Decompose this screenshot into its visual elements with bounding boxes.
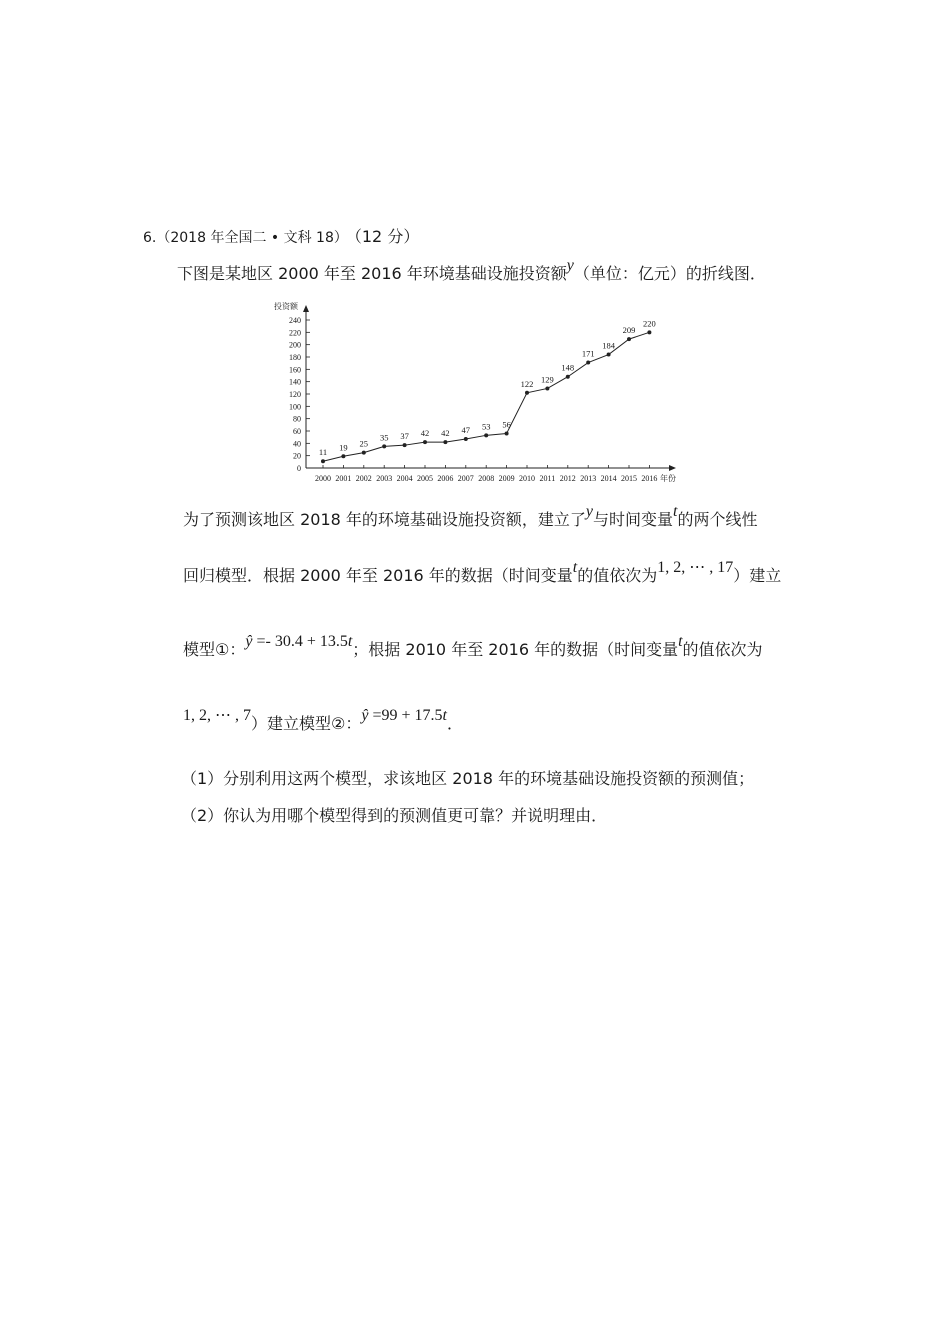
para-text: ；根据 2010 年至 2016 年的数据（时间变量 [352,640,679,659]
var-t: t [572,559,578,576]
data-label: 171 [581,348,595,359]
data-label: 19 [339,442,348,453]
para-line-1 [183,503,758,531]
x-tick-label: 2004 [396,474,413,483]
data-point [607,353,611,357]
data-point [362,451,366,455]
question-header [143,227,419,248]
var-t: t [442,707,447,724]
para-text: 回归模型．根据 2000 年至 2016 年的数据（时间变量 [183,566,573,585]
y-tick-label: 40 [293,439,301,449]
x-tick-label: 2016 [641,474,658,483]
x-tick-label: 2013 [580,474,597,483]
x-tick-label: 2003 [376,474,393,483]
data-point [403,443,407,447]
para-text: ． [446,714,463,733]
para-text: 的两个线性 [677,510,758,529]
x-axis-arrow [669,465,676,471]
subquestion-2: （2）你认为用哪个模型得到的预测值更可靠？并说明理由． [181,806,608,825]
y-tick-label: 220 [289,328,301,338]
x-tick-label: 2005 [417,474,433,483]
question-source: （2018 年全国二 • 文科 18） [156,230,348,246]
data-point [484,433,488,437]
y-tick-label: 140 [289,377,301,387]
data-point [545,386,549,390]
y-tick-label: 180 [289,353,301,362]
data-label: 47 [461,425,471,436]
x-tick-label: 2011 [539,474,556,483]
var-t: t [347,633,353,650]
data-point [566,375,570,379]
var-t: t [678,633,683,650]
data-point [321,459,325,463]
y-tick-label: 120 [289,390,301,399]
eq-text: =- 30.4 + 13.5 [252,633,348,650]
data-label: 122 [520,378,534,389]
data-label: 42 [441,428,450,439]
data-point [443,440,447,444]
y-tick-label: 100 [289,402,301,412]
x-tick-label: 2015 [621,474,637,483]
data-point [423,440,427,444]
var-y: y [585,503,594,520]
para-text: 的值依次为 [682,640,763,659]
x-axis-label: 年份 [660,474,676,483]
y-tick-label: 20 [293,451,301,461]
y-tick-label: 240 [289,316,301,325]
y-tick-label: 60 [293,427,301,436]
data-label: 129 [541,374,554,385]
para-line-3 [183,633,763,661]
data-point [647,330,651,334]
x-tick-label: 2000 [315,474,331,483]
para-text: 模型①： [183,640,246,659]
x-tick-label: 2008 [478,474,495,483]
y-tick-label: 80 [293,414,301,424]
data-point [464,437,468,441]
intro-line [177,257,766,285]
subquestion-1: （1）分别利用这两个模型，求该地区 2018 年的环境基础设施投资额的预测值； [181,769,755,788]
data-point [505,431,509,435]
data-label: 148 [561,362,575,373]
model-2-equation [361,707,447,724]
data-label: 209 [622,325,636,336]
line-chart [266,298,686,488]
sequence-1-7: 1, 2, ⋯ , 7 [183,707,251,724]
para-line-4 [183,707,463,735]
para-text: 与时间变量 [593,510,674,529]
question-number: 6. [143,230,157,246]
data-point [627,337,631,341]
data-label: 11 [318,447,328,458]
data-label: 56 [502,419,511,430]
eq-text: =99 + 17.5 [368,707,443,724]
y-tick-label: 200 [289,340,301,350]
series-line [323,332,649,461]
intro-text-a: 下图是某地区 2000 年至 2016 年环境基础设施投资额 [177,264,567,283]
data-point [341,454,345,458]
var-t: t [673,503,678,520]
y-tick-label: 160 [289,365,301,375]
y-tick-label: 0 [297,464,301,473]
x-tick-label: 2012 [559,474,576,483]
chart-svg [266,298,686,488]
para-text: 的值依次为 [577,566,658,585]
x-tick-label: 2001 [335,474,352,483]
para-text: 为了预测该地区 2018 年的环境基础设施投资额，建立了 [183,510,586,529]
intro-text-b: （单位：亿元）的折线图． [573,264,766,283]
para-line-2 [183,559,782,587]
data-label: 35 [379,432,389,443]
data-label: 25 [359,438,369,449]
x-tick-label: 2002 [355,474,372,483]
y-axis-label: 投资额 [274,302,298,311]
data-point [586,361,590,365]
data-label: 220 [643,318,656,329]
x-tick-label: 2006 [437,474,454,483]
var-y: y [566,257,574,274]
x-tick-label: 2007 [457,474,474,483]
data-point [525,391,529,395]
data-label: 37 [400,431,409,442]
data-label: 53 [481,421,491,432]
data-label: 42 [420,428,430,439]
y-hat: ŷ [361,707,369,724]
y-hat: ŷ [245,633,253,650]
data-label: 184 [602,340,615,351]
model-1-equation [245,633,352,650]
para-text: ）建立 [733,566,782,585]
para-text: ）建立模型②： [251,714,362,733]
y-axis-arrow [303,305,309,312]
sequence-1-17: 1, 2, ⋯ , 17 [657,559,734,576]
question-points: （12 分） [353,227,420,246]
data-point [382,444,386,448]
x-tick-label: 2009 [498,474,515,483]
x-tick-label: 2014 [600,474,617,483]
x-tick-label: 2010 [519,474,535,483]
